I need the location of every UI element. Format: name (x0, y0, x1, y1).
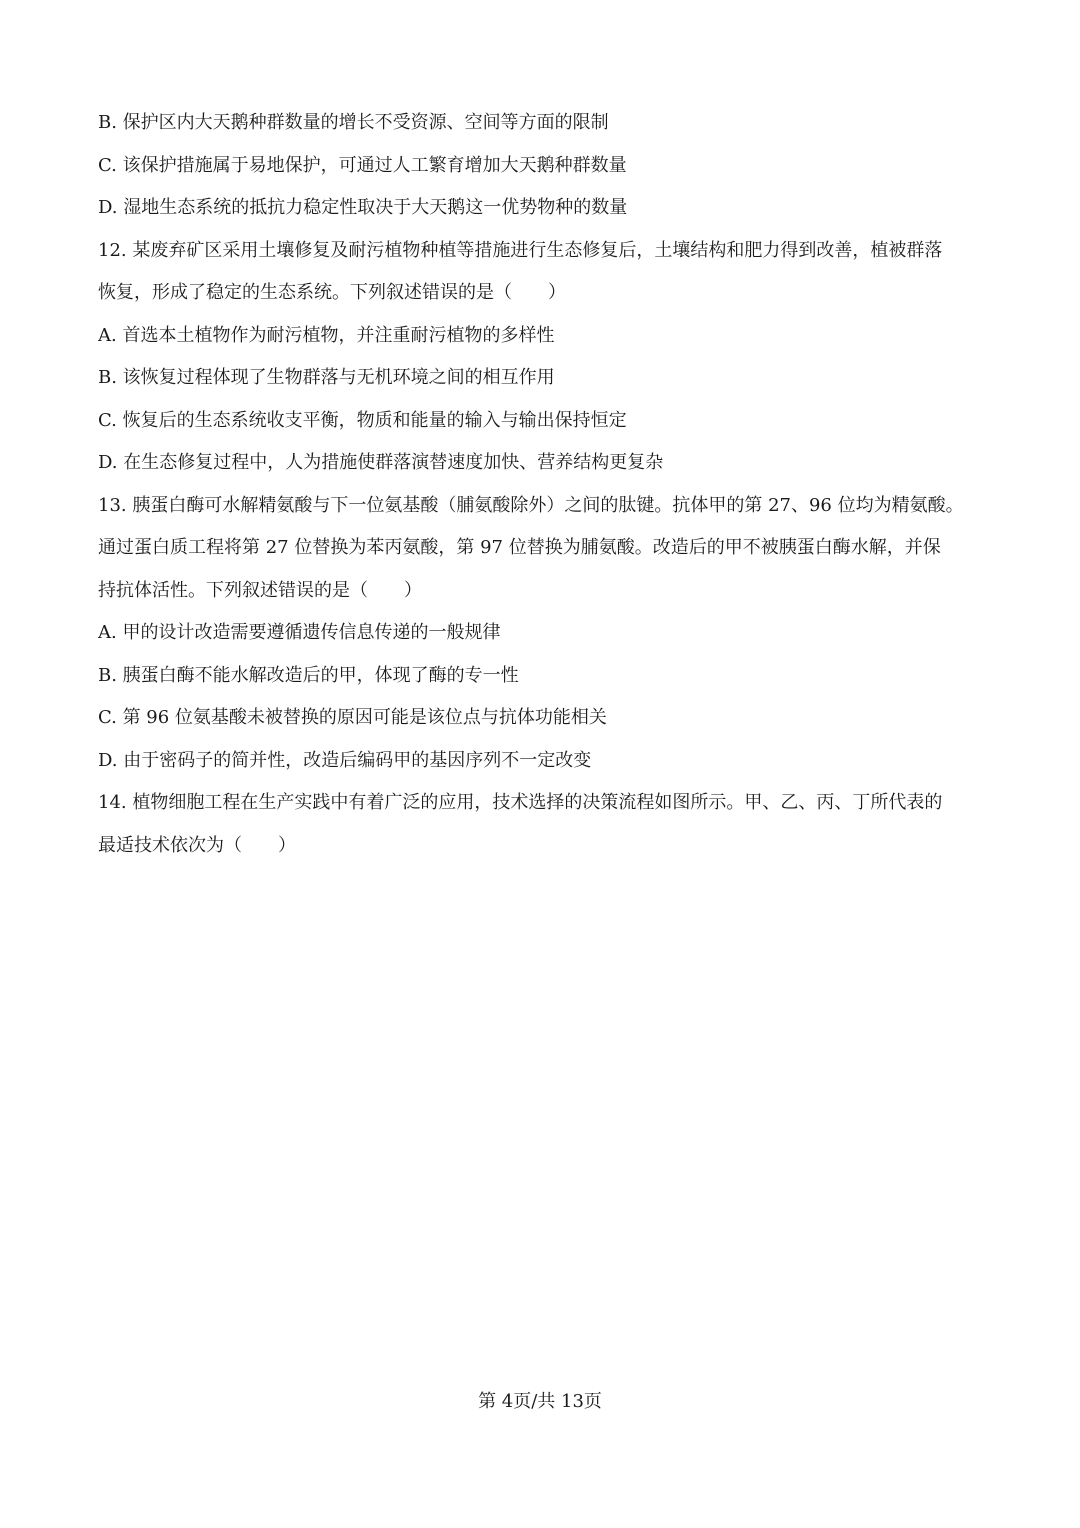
option-13-c: C. 第 96 位氨基酸未被替换的原因可能是该位点与抗体功能相关 (98, 707, 607, 728)
question-13-stem-line-1: 13. 胰蛋白酶可水解精氨酸与下一位氨基酸（脯氨酸除外）之间的肽键。抗体甲的第 27、96 位均为精氨酸。 (98, 494, 964, 516)
option-12-c: C. 恢复后的生态系统收支平衡，物质和能量的输入与输出保持恒定 (98, 409, 627, 431)
question-12-stem-line-1: 12. 某废弃矿区采用土壤修复及耐污植物种植等措施进行生态修复后，土壤结构和肥力得到改善，植被群落 (98, 239, 943, 261)
question-14-stem-line-1: 14. 植物细胞工程在生产实践中有着广泛的应用，技术选择的决策流程如图所示。甲、乙、丙、丁所代表的 (98, 792, 943, 813)
option-12-d: D. 在生态修复过程中，人为措施使群落演替速度加快、营养结构更复杂 (98, 452, 664, 473)
document-body (98, 102, 988, 867)
option-11-c: C. 该保护措施属于易地保护，可通过人工繁育增加大天鹅种群数量 (98, 154, 627, 176)
option-13-b: B. 胰蛋白酶不能水解改造后的甲，体现了酶的专一性 (98, 664, 519, 686)
option-11-d: D. 湿地生态系统的抵抗力稳定性取决于大天鹅这一优势物种的数量 (98, 197, 628, 218)
option-12-a: A. 首选本土植物作为耐污植物，并注重耐污植物的多样性 (98, 324, 555, 346)
question-13-stem-line-2: 通过蛋白质工程将第 27 位替换为苯丙氨酸，第 97 位替换为脯氨酸。改造后的甲不被胰蛋白酶水解，并保 (98, 537, 941, 558)
option-13-a: A. 甲的设计改造需要遵循遗传信息传递的一般规律 (98, 622, 501, 643)
question-12-stem-line-2: 恢复，形成了稳定的生态系统。下列叙述错误的是（ ） (98, 282, 566, 303)
question-14-stem-line-2: 最适技术依次为（ ） (98, 834, 296, 856)
page-footer: 第 4页/共 13页 (478, 1391, 602, 1412)
option-11-b: B. 保护区内大天鹅种群数量的增长不受资源、空间等方面的限制 (98, 112, 609, 133)
question-13-stem-line-3: 持抗体活性。下列叙述错误的是（ ） (98, 579, 422, 601)
option-13-d: D. 由于密码子的简并性，改造后编码甲的基因序列不一定改变 (98, 749, 592, 771)
option-12-b: B. 该恢复过程体现了生物群落与无机环境之间的相互作用 (98, 367, 555, 388)
